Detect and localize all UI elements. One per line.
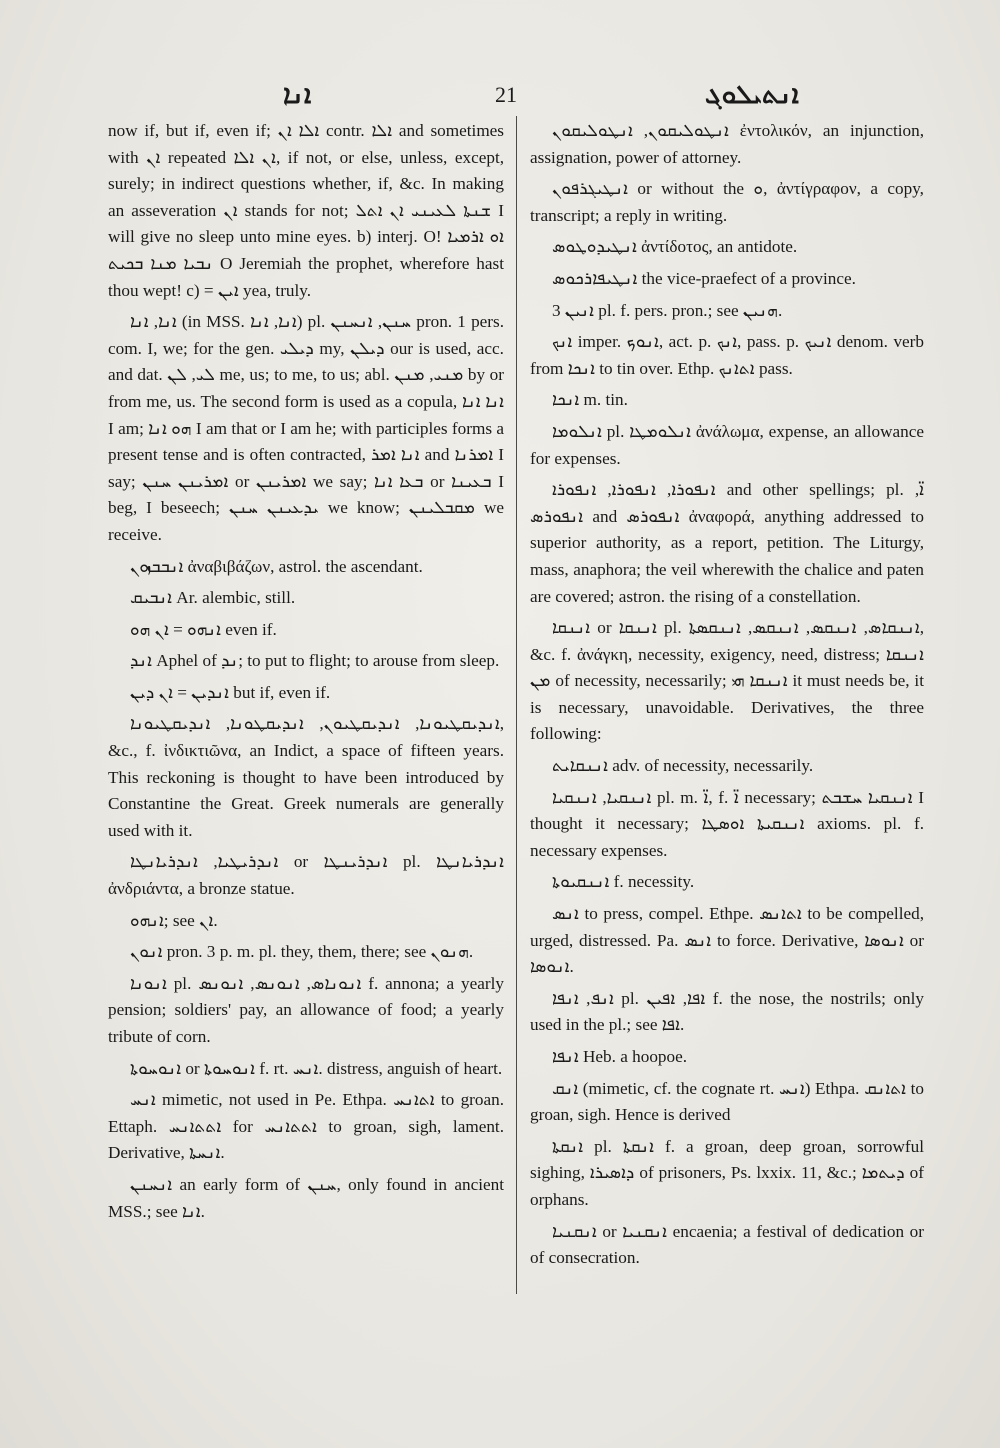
dictionary-entry: ܐܢܢܩܝܐ, ܐܢܢܩܝܐ pl. m. ܐ̈, f. ܐ̈ necessary; ܐܢܢܩܝܐ ܚܫܒܬ I thought it necessary; ܐܢܢܩܝܬܐ ܐܘܣܛܐ axioms. pl. f. necessary expenses. (530, 787, 924, 860)
column-divider (516, 116, 517, 1294)
dictionary-entry: ܐܢܗܘ; see ܐܢ. (130, 910, 218, 930)
dictionary-entry: ܐܢܘܢܐ pl. ܐܢܘܢܐܣ, ܐܢܘܢܣ, ܐܢܘܢܣ f. annona; a yearly pension; soldiers' pay, an allowance of food; a yearly tribute of corn. (108, 973, 504, 1046)
dictionary-entry: ܐܢܐ, ܐܢܐ (in MSS. ܐܢܐ, ܐܢܐ) pl. ܚܢܢ, ܐܢܚܢܢ pron. 1 pers. com. I, we; for the gen. ܕܝܠܝ my, ܕܝܠܢ our is used, acc. and dat. ܠܝ, ܠܢ me, us; to me, to us; abl. ܡܢܝ, ܡܢܢ by or from me, us. The second form is used as a copula, ܐܢܐ ܐܢܐ I am; ܗܘ ܐܢܐ I am that or I am he; with participles forms a present tense and is often contracted, ܐܢܐ ܐܡܪ and ܐܡܪܢܐ I say; ܐܡܪܝܢܢ ܚܢܢ or ܐܡܪܝܢܢ we say; ܒܥܐ ܐܢܐ or ܒܥܝܢܐ I beg, I beseech; ܝܕܥܝܢܢ ܚܢܢ we know; ܡܩܒܠܝܢܢ we receive. (108, 312, 505, 544)
dictionary-entry: ܐܢܕ Aphel of ܢܕ; to put to flight; to arouse from sleep. (130, 651, 500, 671)
right-running-head: ܐܢܬܝܠܘܓ (705, 80, 799, 110)
dictionary-entry: ܐܢܛܝܕܘܛܘܣ ἀντίδοτος, an antidote. (552, 237, 798, 257)
dictionary-entry: now if, but if, even if; ܐܠܐ ܐܢ contr. ܐܠܐ and sometimes with ܐܢ repeated ܐܢ ܐܠܐ, if not, or else, unless, except, surely; in indirect questions whether, if, &c. In making an asseveration ܐܢ stands for not; ܫܢܬܐ ܠܥܝܢܝ ܐܢ ܐܬܠ I will give no sleep unto mine eyes. b) interj. O! ܐܘ ܐܪܡܝܐ ܢܒܝܐ ܡܢܐ ܒܟܝܬ O Jeremiah the prophet, wherefore hast thou wept! c) = ܐܝܢ yea, truly. (108, 121, 505, 300)
left-column (108, 118, 504, 1230)
dictionary-entry: ܐܢܢܩܐܝܬ adv. of necessity, necessarily. (552, 756, 814, 776)
dictionary-entry: ܐܢܠܘܡܐ pl. ܐܢܠܘܡܛܐ ἀνάλωμα, expense, an allowance for expenses. (530, 421, 925, 468)
dictionary-entry: ܐܢܕܪܝܛܝܐ, ܐܢܕܪܝܐܢܛܐ or ܐܢܕܪܝܢܛܐ pl. ܐܢܕܪܝܐܢܛܐ ἀνδριάντα, a bronze statue. (108, 852, 504, 899)
page-number: 21 (495, 82, 517, 107)
dictionary-entry: ܐܢܛܝܦܐܪܟܘܣ the vice-praefect of a province. (552, 268, 856, 288)
dictionary-entry: ܐܢܢܩܐ or ܐܢܢܩܐ pl. ܐܢܢܩܐܣ, ܐܢܢܩܣ, ܐܢܢܩܣ, ܐܢܢܩܣܬܐ, &c. f. ἀνάγκη, necessity, exigency, need, distress; ܐܢܢܩܐ ܡܢ of necessity, necessarily; ܐܢܢܩܐ ܗܝ it must needs be, it is necessary, unavoidable. Derivatives, the three following: (530, 618, 924, 744)
dictionary-entry: ܐܢܢܩܝܘܬܐ f. necessity. (552, 872, 695, 892)
dictionary-entry: ܐܢܦܐ Heb. a hoopoe. (552, 1047, 688, 1066)
dictionary-entry: ܐܢܕܝܢ = ܐܢ ܕܝܢ but if, even if. (130, 682, 331, 702)
dictionary-entry: ܐܢܘܚܘܬܐ or ܐܢܘܚܘܬܐ f. rt. ܐܢܚ. distress, anguish of heart. (130, 1058, 503, 1078)
dictionary-entry: ܐܢܩܬܐ pl. ܐܢܩܬܐ f. a groan, deep groan, sorrowful sighing, ܕܐܣܝܪܐ of prisoners, Ps. lxxix. 11, &c.; ܕܝܬܡܐ of orphans. (530, 1136, 924, 1209)
dictionary-entry: ܐܢܛܝܓܪܦܘܢ or without the ܘ, ἀντίγραφον, a copy, transcript; a reply in writing. (530, 179, 924, 225)
dictionary-entry: ܐܢܣ to press, compel. Ethpe. ܐܬܐܢܣ to be compelled, urged, distressed. Pa. ܐܢܣ to force. Derivative, ܐܢܘܣܐ or ܐܢܘܣܐ. (530, 904, 924, 977)
page-header (105, 80, 905, 110)
dictionary-entry: ܐܢܟ imper. ܐܢܘܟ, act. p. ܐܢܟ, pass. p. ܐܢܝܟ denom. verb from ܐܢܟܐ to tin over. Ethp. ܐܬܐܢܟ pass. (530, 332, 924, 378)
dictionary-entry: ܐܢܒܝܩ Ar. alembic, still. (130, 588, 296, 608)
dictionary-entry: ܐܢܚ mimetic, not used in Pe. Ethpa. ܐܬܐܢܚ to groan. Ettaph. ܐܬܬܐܢܚ for ܐܬܬܐܢܚ to groan, sigh, lament. Derivative, ܐܢܚܬܐ. (108, 1090, 504, 1163)
dictionary-entry: ܐܢܦܘܪܐ, ܐܢܦܘܪܐ, ܐܢܦܘܪܐ and other spellings; pl. ܐ̈, ܐܢܦܘܪܣ and ܐܢܦܘܪܣ ἀναφορά, anything addressed to superior authority, as a report, petition. The Liturgy, mass, anaphora; the veil wherewith the chalice and paten are covered; astron. the rising of a constellation. (530, 480, 925, 606)
dictionary-entry: ܐܢܒܒܙܘܢ ἀναβιβάζων, astrol. the ascendant. (130, 556, 423, 576)
right-column (530, 118, 924, 1277)
dictionary-entry: ܐܢܛܘܠܝܩܘܢ, ܐܢܛܘܠܝܩܘܢ ἐντολικόν, an injunction, assignation, power of attorney. (530, 121, 924, 167)
dictionary-entry: ܐܢܚܢܢ an early form of ܚܢܢ, only found in ancient MSS.; see ܐܢܐ. (108, 1174, 504, 1221)
dictionary-entry: ܐܢܝܢ 3 pl. f. pers. pron.; see ܗܢܝܢ. (552, 300, 783, 320)
dictionary-entry: ܐܢܩܢܝܐ or ܐܢܩܢܝܐ encaenia; a festival of dedication or of consecration. (530, 1221, 924, 1268)
left-running-head: ܐܢܐ (283, 80, 312, 110)
dictionary-entry: ܐܢܕܝܩܛܝܘܢܐ, ܐܢܕܝܩܛܝܘܢ, ܐܢܕܝܩܛܘܢܐ, ܐܢܕܝܩܛܝܘܢܐ, &c., f. ἰνδικτιῶνα, an Indict, a space of fifteen years. This reckoning is thought to have been introduced by Constantine the Great. Greek numerals are generally used with it. (108, 714, 504, 840)
dictionary-entry: ܐܢܗܘ = ܐܢ ܗܘ even if. (130, 619, 277, 639)
dictionary-entry: ܐܢܟܐ m. tin. (552, 390, 628, 410)
dictionary-entry: ܐܢܘܢ pron. 3 p. m. pl. they, them, there; see ܗܢܘܢ. (130, 942, 474, 962)
dictionary-entry: ܐܢܦ, ܐܢܦܐ pl. ܐܦܐ, ܐܦܝܢ f. the nose, the nostrils; only used in the pl.; see ܐܦܐ. (530, 988, 925, 1035)
dictionary-entry: ܐܢܩ (mimetic, cf. the cognate rt. ܐܢܚ) Ethpa. ܐܬܐܢܩ to groan, sigh. Hence is derived (530, 1078, 924, 1125)
